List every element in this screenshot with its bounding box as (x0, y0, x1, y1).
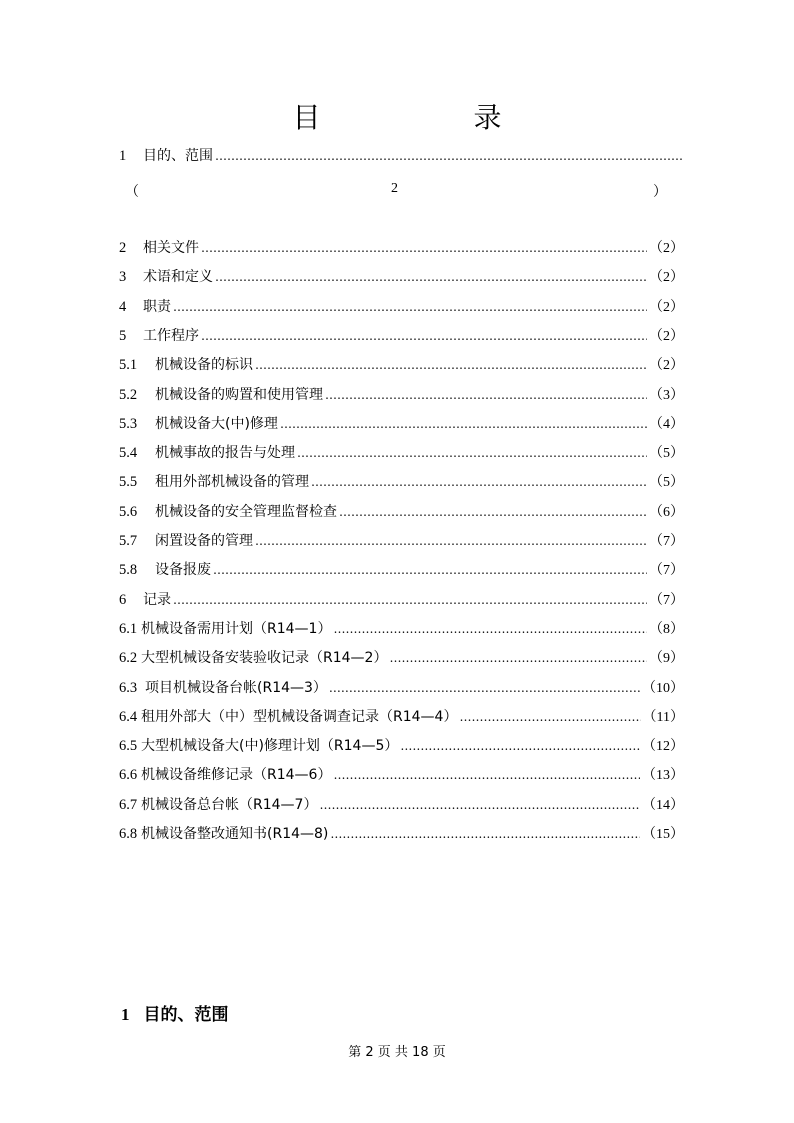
toc-entry-label: 职责 (143, 298, 171, 315)
toc-page-number: （2） (649, 358, 684, 374)
toc-page-number: （4） (649, 416, 684, 432)
toc-entry-number: 6.6 (119, 767, 138, 784)
toc-entry-number: 5.8 (119, 562, 138, 579)
toc-page-number: （7） (649, 534, 684, 549)
toc-entry-number: 6.3 (119, 679, 138, 696)
toc-entry-number: 6.4 (119, 708, 138, 725)
toc-entry-5-1[interactable] (119, 354, 684, 376)
toc-leader-dots (319, 798, 640, 812)
toc-page-number: （15） (642, 827, 684, 842)
toc-entry-1[interactable] (119, 145, 684, 167)
toc-leader-dots (339, 505, 647, 519)
toc-entry-label: 术语和定义 (143, 269, 213, 286)
toc-entry-number: 5.3 (119, 415, 138, 432)
toc-entry-5[interactable] (119, 325, 684, 347)
toc-leader-dots (201, 241, 647, 255)
toc-entry-5-8[interactable] (119, 559, 684, 581)
toc-entry-label: 租用外部机械设备的管理 (155, 474, 309, 491)
page-title: 目 录 (292, 101, 574, 134)
toc-entry-number: 5.1 (119, 357, 138, 374)
toc-entry-number: 5.4 (119, 445, 138, 462)
toc-entry-label: 目的、范围 (143, 148, 213, 164)
page-footer: 第 2 页 共 18 页 (348, 1045, 446, 1060)
toc-page-number: （5） (649, 446, 684, 462)
toc-entry-label: 机械设备维修记录（R14—6） (141, 767, 332, 784)
toc-entry-number: 4 (119, 298, 127, 315)
toc-entry-5-4[interactable] (119, 442, 684, 464)
toc-entry-number: 6 (119, 591, 127, 608)
toc-page-number: （10） (642, 680, 684, 696)
toc-page-number: （13） (642, 768, 684, 784)
toc-entry-number: 5.5 (119, 474, 138, 491)
toc-page-open: （ (125, 185, 139, 200)
toc-entry-label: 机械事故的报告与处理 (155, 445, 295, 462)
toc-entry-6-7[interactable] (119, 794, 684, 816)
toc-page-number: （7） (649, 563, 684, 579)
toc-entry-5-6[interactable] (119, 501, 684, 523)
toc-entry-6-3[interactable] (119, 677, 684, 699)
toc-entry-label: 设备报废 (155, 562, 211, 579)
toc-entry-5-7[interactable] (119, 530, 684, 552)
toc-entry-label: 项目机械设备台帐(R14—3） (145, 679, 327, 696)
toc-entry-number: 5.7 (119, 533, 138, 549)
toc-page-number: （8） (649, 621, 684, 637)
toc-leader-dots (215, 149, 682, 163)
toc-entry-label: 大型机械设备大(中)修理计划（R14—5） (141, 738, 399, 755)
toc-leader-dots (255, 358, 647, 372)
toc-entry-6-6[interactable] (119, 764, 684, 786)
toc-entry-1-page (119, 181, 669, 203)
toc-page-number: （14） (642, 797, 684, 813)
toc-page-number: （2） (649, 299, 684, 315)
toc-entry-6-1[interactable] (119, 618, 684, 640)
toc-entry-4[interactable] (119, 296, 684, 318)
toc-leader-dots (333, 622, 647, 636)
toc-entry-label: 大型机械设备安装验收记录（R14—2） (141, 650, 388, 667)
toc-leader-dots (297, 446, 647, 460)
toc-entry-6-5[interactable] (119, 735, 684, 757)
toc-entry-6[interactable] (119, 589, 684, 611)
toc-page-number: （2） (649, 270, 684, 286)
toc-entry-label: 机械设备大(中)修理 (155, 415, 278, 432)
toc-entry-number: 5 (119, 327, 127, 344)
toc-entry-number: 1 (119, 148, 127, 164)
section-number: 1 (121, 1005, 130, 1024)
section-title: 目的、范围 (143, 1005, 229, 1025)
toc-leader-dots (173, 300, 647, 314)
toc-entry-number: 6.8 (119, 826, 138, 842)
toc-page-number: （11） (642, 709, 684, 725)
toc-entry-6-2[interactable] (119, 647, 684, 669)
toc-entry-6-8[interactable] (119, 823, 684, 845)
toc-entry-label: 记录 (143, 591, 171, 608)
toc-entry-number: 3 (119, 269, 127, 286)
toc-entry-number: 5.2 (119, 386, 138, 403)
toc-entry-number: 6.7 (119, 796, 138, 813)
toc-page-number: （9） (649, 651, 684, 667)
toc-entry-label: 相关文件 (143, 240, 199, 256)
toc-leader-dots (330, 827, 640, 841)
toc-leader-dots (255, 534, 647, 548)
toc-entry-5-3[interactable] (119, 413, 684, 435)
toc-leader-dots (173, 593, 647, 607)
toc-entry-5-5[interactable] (119, 471, 684, 493)
toc-entry-label: 工作程序 (143, 327, 199, 344)
toc-entry-3[interactable] (119, 266, 684, 288)
toc-leader-dots (201, 329, 647, 343)
toc-entry-label: 机械设备需用计划（R14—1） (141, 620, 332, 637)
toc-entry-label: 机械设备总台帐（R14—7） (141, 796, 318, 813)
toc-leader-dots (329, 681, 640, 695)
toc-entry-label: 闲置设备的管理 (155, 533, 253, 549)
toc-entry-6-4[interactable] (119, 706, 684, 728)
toc-page-number: （3） (649, 387, 684, 403)
toc-entry-5-2[interactable] (119, 384, 684, 406)
toc-entry-number: 5.6 (119, 503, 138, 520)
toc-leader-dots (280, 417, 647, 431)
toc-leader-dots (311, 475, 647, 489)
toc-leader-dots (459, 710, 640, 724)
toc-entry-number: 2 (119, 240, 127, 256)
toc-entry-number: 6.5 (119, 738, 138, 755)
toc-leader-dots (325, 388, 647, 402)
toc-entry-number: 6.1 (119, 620, 138, 637)
toc-page-close: ） (653, 185, 667, 200)
toc-entry-label: 机械设备的标识 (155, 357, 253, 374)
toc-entry-2[interactable] (119, 237, 684, 259)
toc-entry-label: 机械设备的安全管理监督检查 (155, 503, 337, 520)
toc-leader-dots (400, 739, 640, 753)
toc-page-number: （2） (649, 328, 684, 344)
section-heading (121, 1000, 229, 1025)
toc-leader-dots (333, 768, 640, 782)
toc-page-number: （5） (649, 475, 684, 491)
toc-entry-label: 机械设备的购置和使用管理 (155, 386, 323, 403)
toc-leader-dots (389, 651, 647, 665)
toc-page-number: （6） (649, 504, 684, 520)
toc-page-number: （2） (649, 241, 684, 256)
toc-entry-label: 机械设备整改通知书(R14—8) (141, 826, 329, 842)
toc-page-number: （7） (649, 592, 684, 608)
toc-leader-dots (215, 270, 647, 284)
toc-entry-label: 租用外部大（中）型机械设备调查记录（R14—4） (141, 708, 458, 725)
toc-leader-dots (213, 563, 647, 577)
toc-page-number: 2 (391, 181, 398, 196)
toc-entry-number: 6.2 (119, 650, 138, 667)
toc-page-number: （12） (642, 739, 684, 755)
